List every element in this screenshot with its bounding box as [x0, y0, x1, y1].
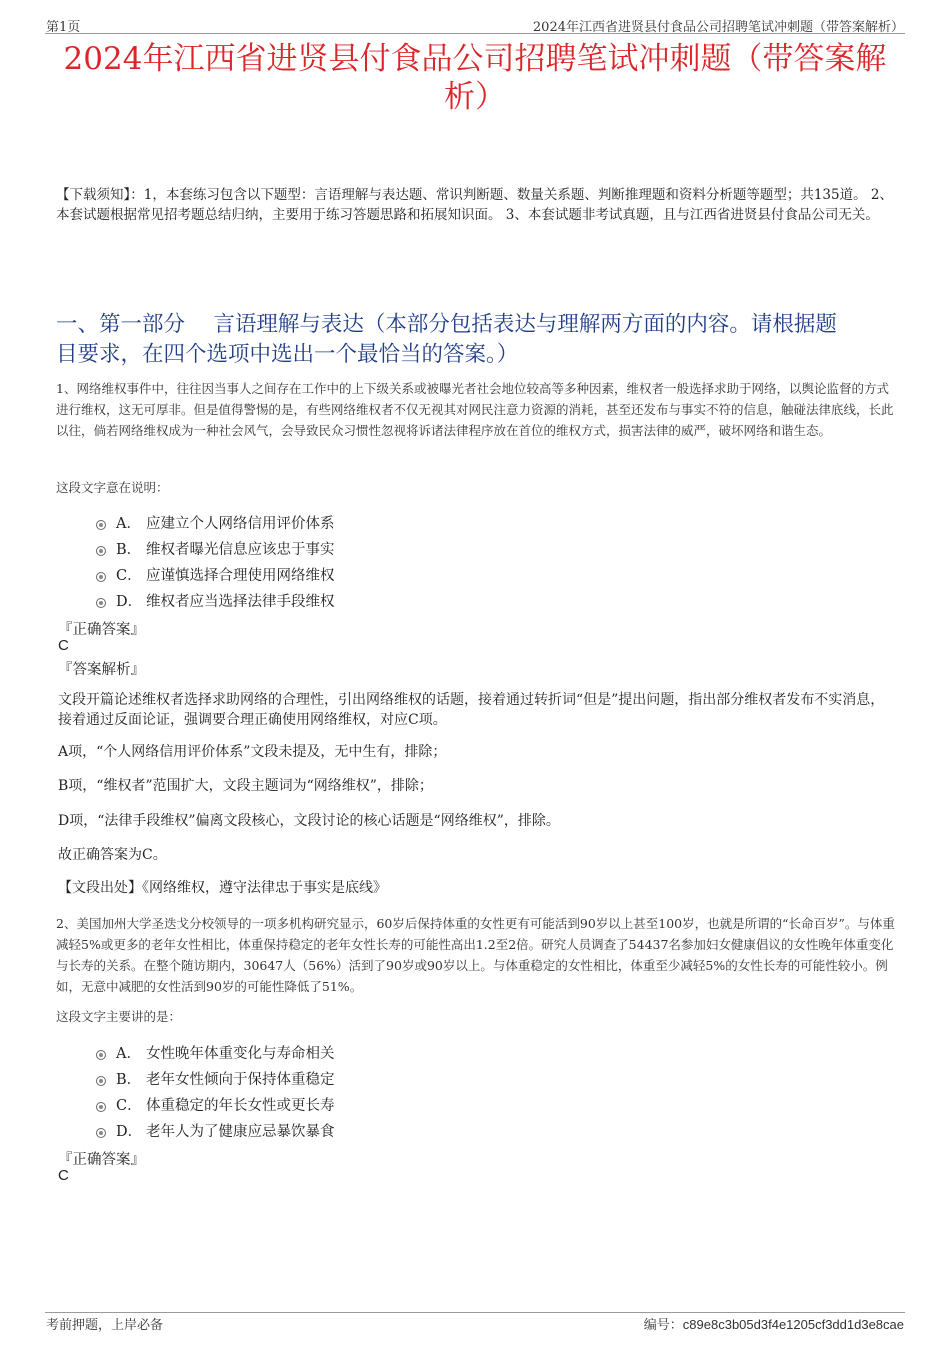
radio-icon[interactable] — [96, 1050, 106, 1060]
radio-icon[interactable] — [96, 1076, 106, 1086]
analysis-conclusion: 故正确答案为C。 — [58, 847, 167, 863]
footer-slogan: 考前押题，上岸必备 — [46, 1318, 164, 1333]
option-letter: D． — [116, 594, 143, 610]
page-number: 第1页 — [46, 20, 81, 35]
option-letter: B． — [116, 1072, 142, 1088]
radio-icon[interactable] — [96, 1102, 106, 1112]
radio-icon[interactable] — [96, 520, 106, 530]
radio-icon[interactable] — [96, 546, 106, 556]
question-2-prompt: 这段文字主要讲的是： — [56, 1009, 182, 1024]
question-1-option-b[interactable] — [96, 538, 335, 559]
radio-icon[interactable] — [96, 572, 106, 582]
footer-code-value: c89e8c3b05d3f4e1205cf3dd1d3e8cae — [682, 1317, 904, 1332]
question-2-text: 2、美国加州大学圣迭戈分校领导的一项多机构研究显示，60岁后保持体重的女性更有可能活到90岁以上甚至100岁，也就是所谓的“长命百岁”。与体重减轻5%或更多的老年女性相比，体重保持稳定的老年女性长寿的可能性高出1.2至2倍。研究人员调查了54437名参加妇女健康倡议的女性晚年体重变化与长寿的关系。在整个随访期内，30647人（56%）活到了90岁或90岁以上。与体重稳定的女性相比，体重至少减轻5%的女性长寿的可能性较小。例如，无意中减肥的女性活到90岁的可能性降低了51%。 — [56, 916, 895, 994]
question-2-answer-label: 『正确答案』 — [58, 1152, 145, 1168]
header-divider — [45, 33, 905, 34]
option-text: 应建立个人网络信用评价体系 — [146, 516, 335, 532]
option-letter: B． — [116, 542, 142, 558]
question-1-option-a[interactable] — [96, 512, 335, 533]
option-text: 维权者应当选择法律手段维权 — [146, 594, 335, 610]
option-text: 老年人为了健康应忌暴饮暴食 — [146, 1124, 335, 1140]
question-1-option-c[interactable] — [96, 564, 335, 585]
footer-code-label: 编号： — [643, 1318, 683, 1333]
page-title-line1: 2024年江西省进贤县付食品公司招聘笔试冲刺题（带答案解 — [63, 41, 887, 77]
question-1-text: 1、网络维权事件中，往往因当事人之间存在工作中的上下级关系或被曝光者社会地位较高等多种因素，维权者一般选择求助于网络，以舆论监督的方式进行维权，这无可厚非。但是值得警惕的是，有些网络维权者不仅无视其对网民注意力资源的消耗，甚至还发布与事实不符的信息，触碰法律底线，长此以往，倘若网络维权成为一种社会风气，会导致民众习惯性忽视将诉诸法律程序放在首位的维权方式，损害法律的威严，破坏网络和谐生态。 — [56, 381, 894, 438]
section-heading — [56, 310, 906, 370]
radio-icon[interactable] — [96, 1128, 106, 1138]
option-text: 老年女性倾向于保持体重稳定 — [146, 1072, 335, 1088]
question-2-option-c[interactable] — [96, 1094, 335, 1115]
section-heading-line2: 目要求，在四个选项中选出一个最恰当的答案。） — [56, 342, 519, 367]
analysis-paragraph: A项，“个人网络信用评价体系”文段未提及，无中生有，排除； — [58, 744, 447, 760]
question-1-answer: C — [58, 637, 69, 654]
section-heading-line1: 一、第一部分 言语理解与表达（本部分包括表达与理解两方面的内容。请根据题 — [56, 312, 837, 337]
option-text: 女性晚年体重变化与寿命相关 — [146, 1046, 335, 1062]
option-text: 维权者曝光信息应该忠于事实 — [146, 542, 335, 558]
source-citation: 【文段出处】《网络维权，遵守法律忠于事实是底线》 — [58, 880, 387, 896]
header-doc-title: 2024年江西省进贤县付食品公司招聘笔试冲刺题（带答案解析） — [532, 20, 904, 35]
question-1-option-d[interactable] — [96, 590, 335, 611]
question-2-option-b[interactable] — [96, 1068, 335, 1089]
option-letter: C． — [116, 568, 142, 584]
page-title — [60, 40, 890, 116]
option-text: 体重稳定的年长女性或更长寿 — [146, 1098, 335, 1114]
footer-divider — [45, 1312, 905, 1313]
option-letter: C． — [116, 1098, 142, 1114]
option-letter: A． — [116, 516, 141, 532]
question-1-analysis-label: 『答案解析』 — [58, 662, 145, 678]
analysis-paragraph: 文段开篇论述维权者选择求助网络的合理性，引出网络维权的话题，接着通过转折词“但是”提出问题，指出部分维权者发布不实消息，接着通过反面论证，强调要合理正确使用网络维权，对应C项。 — [58, 692, 885, 728]
question-2-option-d[interactable] — [96, 1120, 335, 1141]
question-2-answer: C — [58, 1167, 69, 1184]
option-letter: D． — [116, 1124, 143, 1140]
page-title-line2: 析） — [444, 79, 506, 115]
download-notice: 【下载须知】：1，本套练习包含以下题型：言语理解与表达题、常识判断题、数量关系题、判断推理题和资料分析题等题型；共135道。 2、本套试题根据常见招考题总结归纳，主要用于练习答题思路和拓展知识面。 3、本套试题非考试真题，且与江西省进贤县付食品公司无关。 — [56, 187, 893, 223]
analysis-paragraph: D项，“法律手段维权”偏离文段核心，文段讨论的核心话题是“网络维权”，排除。 — [58, 813, 560, 829]
option-text: 应谨慎选择合理使用网络维权 — [146, 568, 335, 584]
analysis-paragraph: B项，“维权者”范围扩大，文段主题词为“网络维权”，排除； — [58, 778, 433, 794]
option-letter: A． — [116, 1046, 141, 1062]
radio-icon[interactable] — [96, 598, 106, 608]
question-2-option-a[interactable] — [96, 1042, 335, 1063]
question-1-answer-label: 『正确答案』 — [58, 622, 145, 638]
footer-code — [644, 1314, 904, 1333]
question-1-prompt: 这段文字意在说明： — [56, 480, 169, 495]
